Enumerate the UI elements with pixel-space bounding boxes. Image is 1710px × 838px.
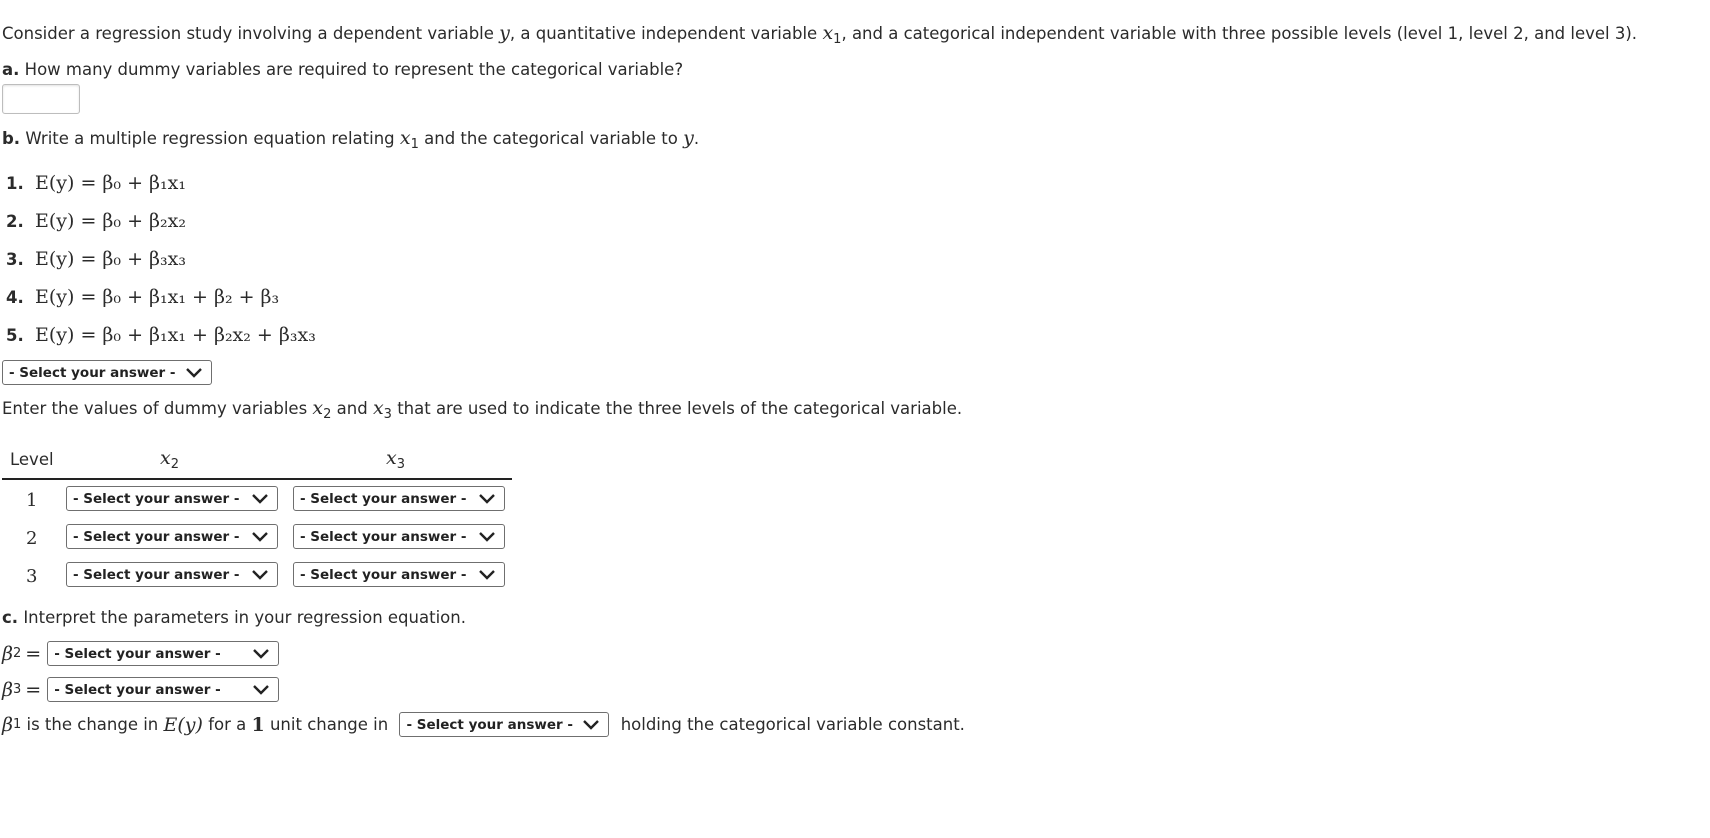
chevron-down-icon xyxy=(185,367,203,379)
intro-text: Consider a regression study involving a dependent variable y, a quantitative independent variable $x_1$, and a categorical independent variable with three possible levels (level 1, level 2, and level 3). xyxy=(2,22,1638,47)
level-2-x3-select[interactable] xyxy=(293,524,505,549)
beta1-interpretation-sentence: β 1 is the change in E(y) for a 1 unit change in - Select your answer - holding the categorical variable constant. xyxy=(2,713,965,736)
select-label: - Select your answer - xyxy=(54,681,221,698)
chevron-down-icon xyxy=(252,684,270,696)
equation-select[interactable] xyxy=(2,360,212,385)
dummy-count-input[interactable] xyxy=(2,84,80,114)
beta2-interpretation-select[interactable] xyxy=(47,641,279,666)
level-1-x3-select[interactable] xyxy=(293,486,505,511)
select-label: - Select your answer - xyxy=(73,490,240,507)
column-header-x2: $x_2$ xyxy=(160,447,179,472)
column-header-level: Level xyxy=(10,450,54,469)
select-label: - Select your answer - xyxy=(406,716,573,733)
equation-option-5: 5. E(y) = β₀ + β₁x₁ + β₂x₂ + β₃x₃ xyxy=(6,324,316,346)
part-a-question: a. How many dummy variables are required to represent the categorical variable? xyxy=(2,60,684,79)
equation-option-2: 2. E(y) = β₀ + β₂x₂ xyxy=(6,210,186,232)
beta3-interpretation-select[interactable] xyxy=(47,677,279,702)
chevron-down-icon xyxy=(582,719,600,731)
column-header-x3: $x_3$ xyxy=(386,447,405,472)
equation-option-4: 4. E(y) = β₀ + β₁x₁ + β₂ + β₃ xyxy=(6,286,280,308)
beta1-variable-select[interactable] xyxy=(399,712,609,737)
level-1-x2-select[interactable] xyxy=(66,486,278,511)
level-2-x2-select[interactable] xyxy=(66,524,278,549)
beta2-row: β 2 = - Select your answer - xyxy=(2,641,279,666)
table-header-rule xyxy=(2,444,512,480)
level-label: 1 xyxy=(26,490,38,511)
select-label: - Select your answer - xyxy=(54,645,221,662)
select-label: - Select your answer - xyxy=(300,566,467,583)
chevron-down-icon xyxy=(251,569,269,581)
select-label: - Select your answer - xyxy=(73,528,240,545)
select-label: - Select your answer - xyxy=(9,364,176,381)
part-b-question: b. Write a multiple regression equation relating $x_1$ and the categorical variable to y. xyxy=(2,127,700,152)
dummy-values-instruction: Enter the values of dummy variables $x_2$ and $x_3$ that are used to indicate the three levels of the categorical variable. xyxy=(2,397,963,422)
chevron-down-icon xyxy=(252,648,270,660)
chevron-down-icon xyxy=(251,493,269,505)
chevron-down-icon xyxy=(478,569,496,581)
select-label: - Select your answer - xyxy=(73,566,240,583)
part-c-question: c. Interpret the parameters in your regression equation. xyxy=(2,608,466,627)
level-label: 2 xyxy=(26,528,38,549)
chevron-down-icon xyxy=(478,493,496,505)
select-label: - Select your answer - xyxy=(300,528,467,545)
select-label: - Select your answer - xyxy=(300,490,467,507)
level-3-x3-select[interactable] xyxy=(293,562,505,587)
beta3-row: β 3 = - Select your answer - xyxy=(2,677,279,702)
equation-option-3: 3. E(y) = β₀ + β₃x₃ xyxy=(6,248,186,270)
chevron-down-icon xyxy=(478,531,496,543)
equation-option-1: 1. E(y) = β₀ + β₁x₁ xyxy=(6,172,186,194)
chevron-down-icon xyxy=(251,531,269,543)
level-label: 3 xyxy=(26,566,38,587)
level-3-x2-select[interactable] xyxy=(66,562,278,587)
